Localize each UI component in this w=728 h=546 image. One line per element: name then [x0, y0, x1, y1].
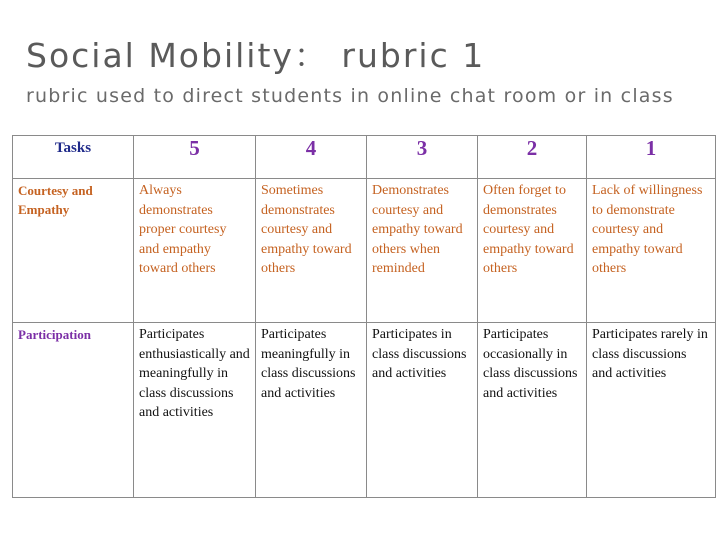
table-cell: Participates rarely in class discussions and activities [587, 323, 716, 498]
header-score-3: 3 [367, 136, 478, 179]
table-cell: Participates enthusiastically and meaningfully in class discussions and activities [134, 323, 256, 498]
table-cell: Participates meaningfully in class discussions and activities [256, 323, 367, 498]
table-cell: Participates in class discussions and activities [367, 323, 478, 498]
table-cell: Participates occasionally in class discussions and activities [478, 323, 587, 498]
header-score-5: 5 [134, 136, 256, 179]
header-tasks: Tasks [13, 136, 134, 179]
slide-subtitle: rubric used to direct students in online chat room or in class [26, 85, 674, 107]
row-label-participation: Participation [13, 323, 134, 498]
table-row-courtesy [13, 179, 716, 323]
header-score-1: 1 [587, 136, 716, 179]
table-cell: Demonstrates courtesy and empathy toward others when reminded [367, 179, 478, 323]
table-row-participation [13, 323, 716, 498]
row-label-courtesy: Courtesy and Empathy [13, 179, 134, 323]
table-cell: Often forget to demonstrates courtesy and empathy toward others [478, 179, 587, 323]
rubric-table [12, 135, 716, 498]
table-cell: Sometimes demonstrates courtesy and empathy toward others [256, 179, 367, 323]
header-row [13, 136, 716, 179]
slide-title: Social Mobility： rubric 1 [26, 36, 486, 75]
table-cell: Always demonstrates proper courtesy and empathy toward others [134, 179, 256, 323]
table-cell: Lack of willingness to demonstrate courtesy and empathy toward others [587, 179, 716, 323]
header-score-2: 2 [478, 136, 587, 179]
header-score-4: 4 [256, 136, 367, 179]
